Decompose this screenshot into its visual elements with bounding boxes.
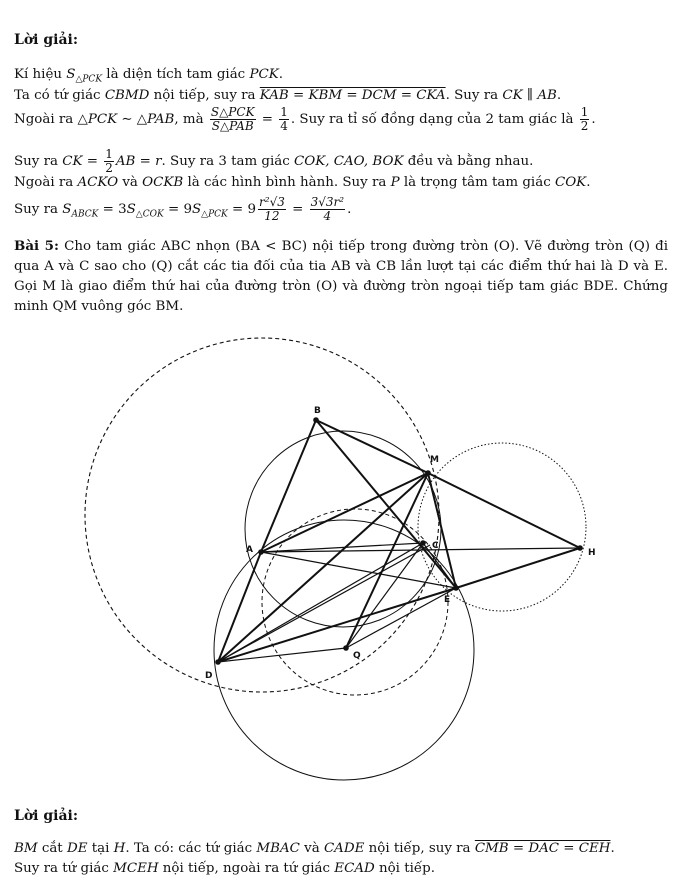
circle-O-dashed xyxy=(85,338,439,692)
solution-heading: Lời giải: xyxy=(14,32,79,48)
solution-2-heading: Lời giải: xyxy=(14,808,79,824)
point-C xyxy=(420,540,426,546)
label-Q: Q xyxy=(353,651,361,661)
label-M: M xyxy=(430,455,439,465)
label-B: B xyxy=(314,406,321,416)
label-A: A xyxy=(246,545,253,555)
label-D: D xyxy=(205,671,213,681)
circle-BDE xyxy=(245,431,441,627)
point-B xyxy=(313,417,319,423)
point-A xyxy=(258,549,264,555)
point-M xyxy=(425,470,431,476)
circle-small-dashed xyxy=(262,509,451,695)
solution-line-5: Ngoài ra ACKO và OCKB là các hình bình hành. Suy ra P là trọng tâm tam giác COK. xyxy=(14,175,591,190)
angle-equality: KAB = KBM = DCM = CKA xyxy=(259,88,446,103)
point-Q xyxy=(343,645,349,651)
solution-2-line-1: BM cắt DE tại H. Ta có: các tứ giác MBAC và CADE nội tiếp, suy ra CMB = DAC = CEH. xyxy=(14,841,615,856)
solution-line-6: Suy ra $S_{ABCK} = 3S_{\triangle COK} = 9S_{\triangle PCK} = 9$ $\frac{\text{r²√3}}{12}$ = $\frac{\text{3√3r²}}{4}$ . xyxy=(14,195,352,223)
label-E: E xyxy=(444,595,451,605)
point-E xyxy=(453,585,459,591)
solution-line-2: Ta có tứ giác CBMD nội tiếp, suy ra KAB = KBM = DCM = CKA. Suy ra CK ∥ AB. xyxy=(14,88,562,103)
solution-line-4: Suy ra CK = $\frac{1}{2}$ AB = r. Suy ra 3 tam giác COK, CAO, BOK đều và bằng nhau. xyxy=(14,147,534,175)
label-C: C xyxy=(432,541,439,551)
area-ratio-fraction: $\frac{\text{S△PCK}}{\text{S△PAB}}$ xyxy=(210,105,255,133)
problem-label: Bài 5: xyxy=(14,238,59,254)
solution-line-1: Kí hiệu $S_{\triangle PCK}$ là diện tích tam giác PCK. xyxy=(14,67,283,85)
point-H xyxy=(577,545,583,551)
solution-2-line-2: Suy ra tứ giác MCEH nội tiếp, ngoài ra tứ giác ECAD nội tiếp. xyxy=(14,861,435,876)
solution-line-3: Ngoài ra △PCK ∼ △PAB, mà $\frac{\text{S△PCK}}{\text{S△PAB}}$ = $\frac{1}{4}$ . Suy ra tỉ số đồng dạng của 2 tam giác là $\frac{1}{2}$ . xyxy=(14,105,596,133)
problem-text: Cho tam giác ABC nhọn (BA < BC) nội tiếp trong đường tròn (O). Vẽ đường tròn (Q) đi qua A và C sao cho (Q) cắt các tia đối của tia AB và CB lần lượt tại các điểm thứ hai là D và E. Gọi M là giao điểm thứ hai của đường tròn (O) và đường tròn ngoại tiếp tam giác BDE. Chứng minh QM vuông góc BM. xyxy=(14,239,668,314)
point-D xyxy=(215,659,221,665)
label-H: H xyxy=(588,548,596,558)
